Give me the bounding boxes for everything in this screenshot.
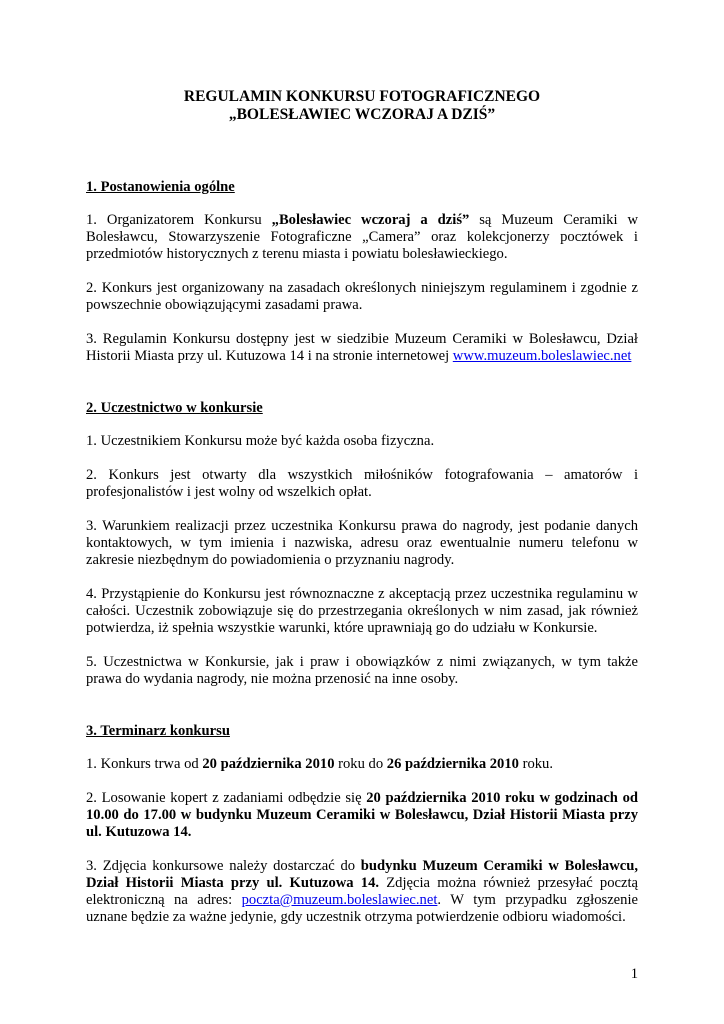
start-date: 20 października 2010 <box>202 756 335 772</box>
paragraph: 1. Uczestnikiem Konkursu może być każda osoba fizyczna. <box>86 433 435 449</box>
section-participation <box>86 400 638 688</box>
text: Zdjęcia można również przesyłać pocztą elektroniczną na adres: <box>86 875 638 908</box>
paragraph <box>86 212 638 263</box>
draw-details: 20 października 2010 roku w godzinach od 10.00 do 17.00 w budynku Muzeum Ceramiki w Bolesławcu, Dział Historii Miasta przy ul. Kutuzowa 14. <box>86 790 638 840</box>
website-link[interactable]: www.muzeum.boleslawiec.net <box>452 348 632 364</box>
title-line-2: „BOLESŁAWIEC WCZORAJ A DZIŚ” <box>228 106 496 123</box>
section-general-provisions <box>86 179 638 365</box>
text: 3. Zdjęcia konkursowe należy dostarczać do <box>86 858 361 874</box>
paragraph: 4. Przystąpienie do Konkursu jest równoznaczne z akceptacją przez uczestnika regulaminu w całości. Uczestnik zobowiązuje się do przestrzegania określonych w nim zasad, jak również potwierdza, iż spełnia wszystkie warunki, które uprawniają go do udziału w Konkursie. <box>86 586 638 636</box>
end-date: 26 października 2010 <box>386 756 519 772</box>
delivery-address: budynku Muzeum Ceramiki w Bolesławcu, Dział Historii Miasta przy ul. Kutuzowa 14. <box>86 858 638 891</box>
paragraph <box>86 331 638 365</box>
section-heading: 2. Uczestnictwo w konkursie <box>86 400 263 416</box>
text: 3. Regulamin Konkursu dostępny jest w siedzibie Muzeum Ceramiki w Bolesławcu, Dział Historii Miasta przy ul. Kutuzowa 14 i na stronie internetowej <box>86 331 638 364</box>
paragraph <box>86 756 638 773</box>
text: roku. <box>518 756 554 772</box>
text: są Muzeum Ceramiki w Bolesławcu, Stowarzyszenie Fotograficzne „Camera” oraz kolekcjonerzy pocztówek i przedmiotów historycznych z terenu miasta i powiatu bolesławieckiego. <box>86 212 638 262</box>
paragraph <box>86 858 638 926</box>
text: 1. Organizatorem Konkursu <box>86 212 272 228</box>
paragraph <box>86 790 638 841</box>
text: roku do <box>334 756 387 772</box>
section-heading: 1. Postanowienia ogólne <box>86 179 235 195</box>
paragraph: 2. Konkurs jest organizowany na zasadach określonych niniejszym regulaminem i zgodnie z powszechnie obowiązującymi zasadami prawa. <box>86 280 638 313</box>
text: 2. Losowanie kopert z zadaniami odbędzie się <box>86 790 367 806</box>
section-schedule <box>86 723 638 926</box>
paragraph: 2. Konkurs jest otwarty dla wszystkich miłośników fotografowania – amatorów i profesjonalistów i jest wolny od wszelkich opłat. <box>86 467 638 500</box>
contest-name: „Bolesławiec wczoraj a dziś” <box>271 212 470 228</box>
paragraph: 3. Warunkiem realizacji przez uczestnika Konkursu prawa do nagrody, jest podanie danych kontaktowych, w tym imienia i nazwiska, adresu oraz ewentualnie numeru telefonu w zakresie niezbędnym do powiadomienia o przyznaniu nagrody. <box>86 518 638 568</box>
page-number: 1 <box>630 966 638 982</box>
email-link[interactable]: poczta@muzeum.boleslawiec.net <box>241 892 438 908</box>
document-title <box>86 88 638 124</box>
paragraph: 5. Uczestnictwa w Konkursie, jak i praw i obowiązków z nimi związanych, w tym także prawa do wydania nagrody, nie można przenosić na inne osoby. <box>86 654 638 687</box>
section-heading: 3. Terminarz konkursu <box>86 723 230 739</box>
text: . W tym przypadku zgłoszenie uznane będzie za ważne jedynie, gdy uczestnik otrzyma potwierdzenie odbioru wiadomości. <box>86 892 638 925</box>
title-line-1: REGULAMIN KONKURSU FOTOGRAFICZNEGO <box>183 88 541 105</box>
text: 1. Konkurs trwa od <box>86 756 203 772</box>
